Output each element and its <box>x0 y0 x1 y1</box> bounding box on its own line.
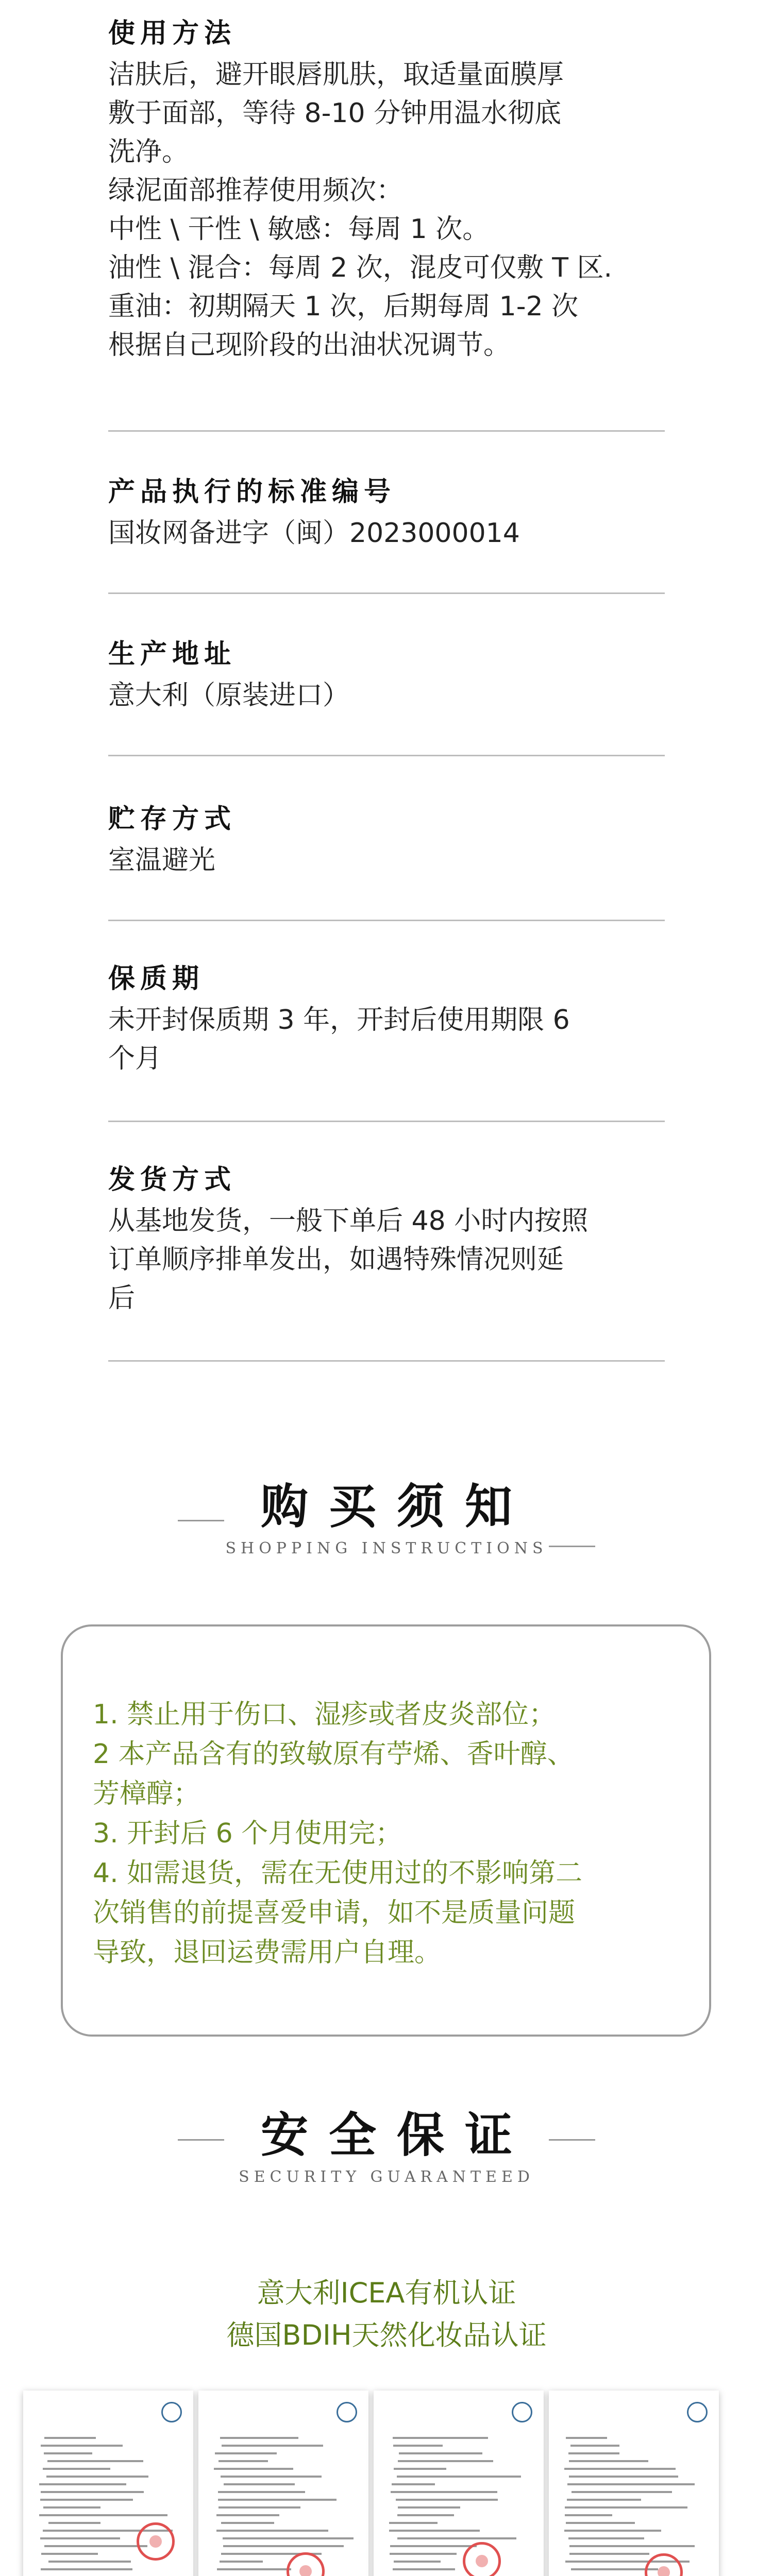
notice-item: 2 本产品含有的致敏原有苧烯、香叶醇、 <box>93 1739 574 1770</box>
red-seal-icon <box>463 2542 501 2576</box>
heading-rule-right <box>549 1546 595 1547</box>
certificate-text-line <box>222 2445 323 2447</box>
certificate-text-line <box>44 2452 92 2454</box>
certificate-logo-icon <box>512 2402 532 2422</box>
shipping-section <box>108 1162 665 1318</box>
divider <box>108 1360 665 1362</box>
certificate-text-line <box>220 2437 298 2439</box>
certificate-text-line <box>43 2506 100 2509</box>
divider <box>108 920 665 921</box>
certificate-text-line <box>572 2491 672 2493</box>
certificate-text-line <box>214 2468 293 2470</box>
certificate-text-line <box>567 2499 641 2501</box>
certificate-text-line <box>564 2468 676 2470</box>
origin-section <box>108 636 665 715</box>
shipping-line: 后 <box>108 1283 136 1314</box>
certificate-text-line <box>39 2483 126 2485</box>
certificate-text-line <box>566 2522 635 2524</box>
certificate-text-line <box>43 2468 110 2470</box>
certificate-text-line <box>44 2437 96 2439</box>
certificate-text-line <box>223 2545 344 2547</box>
divider <box>108 592 665 594</box>
certificate-logo-icon <box>687 2402 708 2422</box>
certificate-text-line <box>41 2491 144 2493</box>
shelf-life-section <box>108 961 665 1078</box>
usage-line: 中性 \ 干性 \ 敏感：每周 1 次。 <box>108 214 490 245</box>
origin-title: 生产地址 <box>108 639 237 670</box>
certificate-text-line <box>567 2483 695 2485</box>
certificate-text-line <box>40 2537 120 2539</box>
shipping-line: 订单顺序排单发出，如遇特殊情况则延 <box>108 1244 564 1275</box>
certificate-text-line <box>219 2460 268 2462</box>
certificate-text-line <box>398 2506 460 2509</box>
certificate-text-line <box>41 2553 98 2555</box>
certificate-text-line <box>398 2460 493 2462</box>
red-seal-icon <box>645 2553 683 2576</box>
usage-line: 重油：初期隔天 1 次，后期每周 1-2 次 <box>108 291 579 322</box>
certificate-text-line <box>40 2499 133 2501</box>
certificate-text-line <box>219 2506 300 2509</box>
certificate-text-line <box>48 2522 100 2524</box>
certificate-text-line <box>396 2499 498 2501</box>
heading-rule-left <box>178 2139 224 2141</box>
notice-item: 芳樟醇； <box>93 1778 200 1809</box>
shipping-title: 发货方式 <box>108 1164 237 1195</box>
certificate-text-line <box>41 2445 123 2447</box>
certificate-text-line <box>41 2568 132 2570</box>
security-subtitle: SECURITY GUARANTEED <box>239 2168 534 2186</box>
certificate-text-line <box>569 2545 695 2547</box>
storage-section <box>108 801 665 880</box>
shopping-subtitle: SHOPPING INSTRUCTIONS <box>225 1539 548 1557</box>
certificate-text-line <box>570 2445 619 2447</box>
certificate-text-line <box>568 2537 644 2539</box>
usage-section <box>108 15 665 365</box>
certificate-text-line <box>564 2530 661 2532</box>
certificate-text-line <box>46 2476 148 2478</box>
notice-item: 次销售的前提喜爱申请，如不是质量问题 <box>93 1897 576 1928</box>
notice-list <box>93 1695 685 1973</box>
divider <box>108 430 665 432</box>
certificate-text-line <box>394 2561 441 2563</box>
certificate-text-line <box>393 2568 455 2570</box>
red-seal-icon <box>287 2552 325 2576</box>
certificate-text-line <box>216 2530 328 2532</box>
certificate-text-line <box>397 2514 454 2516</box>
certificate-text-line <box>391 2491 497 2493</box>
shelf-life-line: 未开封保质期 3 年，开封后使用期限 6 <box>108 1005 570 1036</box>
certificate-text-line <box>565 2514 612 2516</box>
certificate-text-line <box>569 2476 678 2478</box>
usage-line: 敷于面部，等待 8-10 分钟用温水彻底 <box>108 98 562 129</box>
certificate-text-line <box>569 2553 649 2555</box>
certificate-text-line <box>393 2437 488 2439</box>
certificate-text-line <box>394 2468 446 2470</box>
certificate-text-line <box>568 2452 619 2454</box>
certificate-text-line <box>565 2506 687 2509</box>
certificate-text-line <box>218 2491 305 2493</box>
certificate-logo-icon <box>161 2402 182 2422</box>
cert-name-icea: 意大利ICEA有机认证 <box>257 2277 516 2309</box>
security-title: 安全保证 <box>260 2108 533 2163</box>
notice-item: 1. 禁止用于伤口、湿疹或者皮炎部位； <box>93 1699 556 1730</box>
certificate-text-line <box>390 2545 477 2547</box>
certificate-text-line <box>221 2522 274 2524</box>
divider <box>108 1121 665 1122</box>
shipping-line: 从基地发货，一般下单后 48 小时内按照 <box>108 1206 589 1236</box>
certificate-text-line <box>39 2514 167 2516</box>
usage-line: 油性 \ 混合：每周 2 次，混皮可仅敷 T 区. <box>108 252 613 283</box>
shopping-heading <box>0 1479 773 1559</box>
certificate-text-line <box>224 2483 295 2485</box>
certificate-text-line <box>48 2561 131 2563</box>
notice-item: 导致，退回运费需用户自理。 <box>93 1937 442 1968</box>
usage-line: 绿泥面部推荐使用频次： <box>108 175 404 206</box>
heading-rule-left <box>178 1520 224 1521</box>
usage-title: 使用方法 <box>108 18 237 49</box>
certificate-text-line <box>217 2568 291 2570</box>
storage-title: 贮存方式 <box>108 804 237 835</box>
standard-number: 国妆网备进字（闽）2023000014 <box>108 518 520 549</box>
certificate-logo-icon <box>337 2402 357 2422</box>
security-heading <box>0 2107 773 2188</box>
certificate-thumbnail <box>198 2391 368 2576</box>
usage-line: 洗净。 <box>108 137 189 167</box>
heading-rule-right <box>549 2139 595 2141</box>
certificate-text-line <box>566 2437 607 2439</box>
certificate-text-line <box>220 2561 263 2563</box>
origin-value: 意大利（原装进口） <box>108 680 350 711</box>
standard-section <box>108 474 665 553</box>
certificate-text-line <box>389 2530 480 2532</box>
certificate-text-line <box>215 2452 277 2454</box>
usage-line: 根据自己现阶段的出油状况调节。 <box>108 330 511 361</box>
certificate-text-line <box>397 2476 521 2478</box>
certificate-text-line <box>223 2537 354 2539</box>
red-seal-icon <box>137 2522 175 2561</box>
notice-item: 4. 如需退货，需在无使用过的不影响第二 <box>93 1858 583 1889</box>
certificate-text-line <box>393 2445 443 2447</box>
certificate-text-line <box>44 2545 147 2547</box>
certificate-text-line <box>216 2514 279 2516</box>
shelf-life-title: 保质期 <box>108 963 205 994</box>
shelf-life-line: 个月 <box>108 1043 162 1074</box>
certificate-thumbnail <box>549 2391 719 2576</box>
shopping-title: 购买须知 <box>260 1479 533 1534</box>
certificate-text-line <box>390 2553 457 2555</box>
certificate-text-line <box>218 2499 337 2501</box>
certificate-text-line <box>397 2537 516 2539</box>
divider <box>108 755 665 756</box>
certificate-text-line <box>399 2452 482 2454</box>
certificate-text-line <box>392 2483 435 2485</box>
certificate-text-line <box>47 2460 143 2462</box>
certificate-thumbnail <box>374 2391 544 2576</box>
notice-item: 3. 开封后 6 个月使用完； <box>93 1818 402 1849</box>
certificate-thumbnail <box>23 2391 193 2576</box>
certificate-text-line <box>389 2522 438 2524</box>
standard-title: 产品执行的标准编号 <box>108 477 396 507</box>
cert-name-bdih: 德国BDIH天然化妆品认证 <box>226 2319 547 2351</box>
usage-line: 洁肤后，避开眼唇肌肤，取适量面膜厚 <box>108 59 564 90</box>
storage-value: 室温避光 <box>108 845 216 876</box>
certificate-text-line <box>221 2476 322 2478</box>
certificate-text-line <box>569 2460 648 2462</box>
